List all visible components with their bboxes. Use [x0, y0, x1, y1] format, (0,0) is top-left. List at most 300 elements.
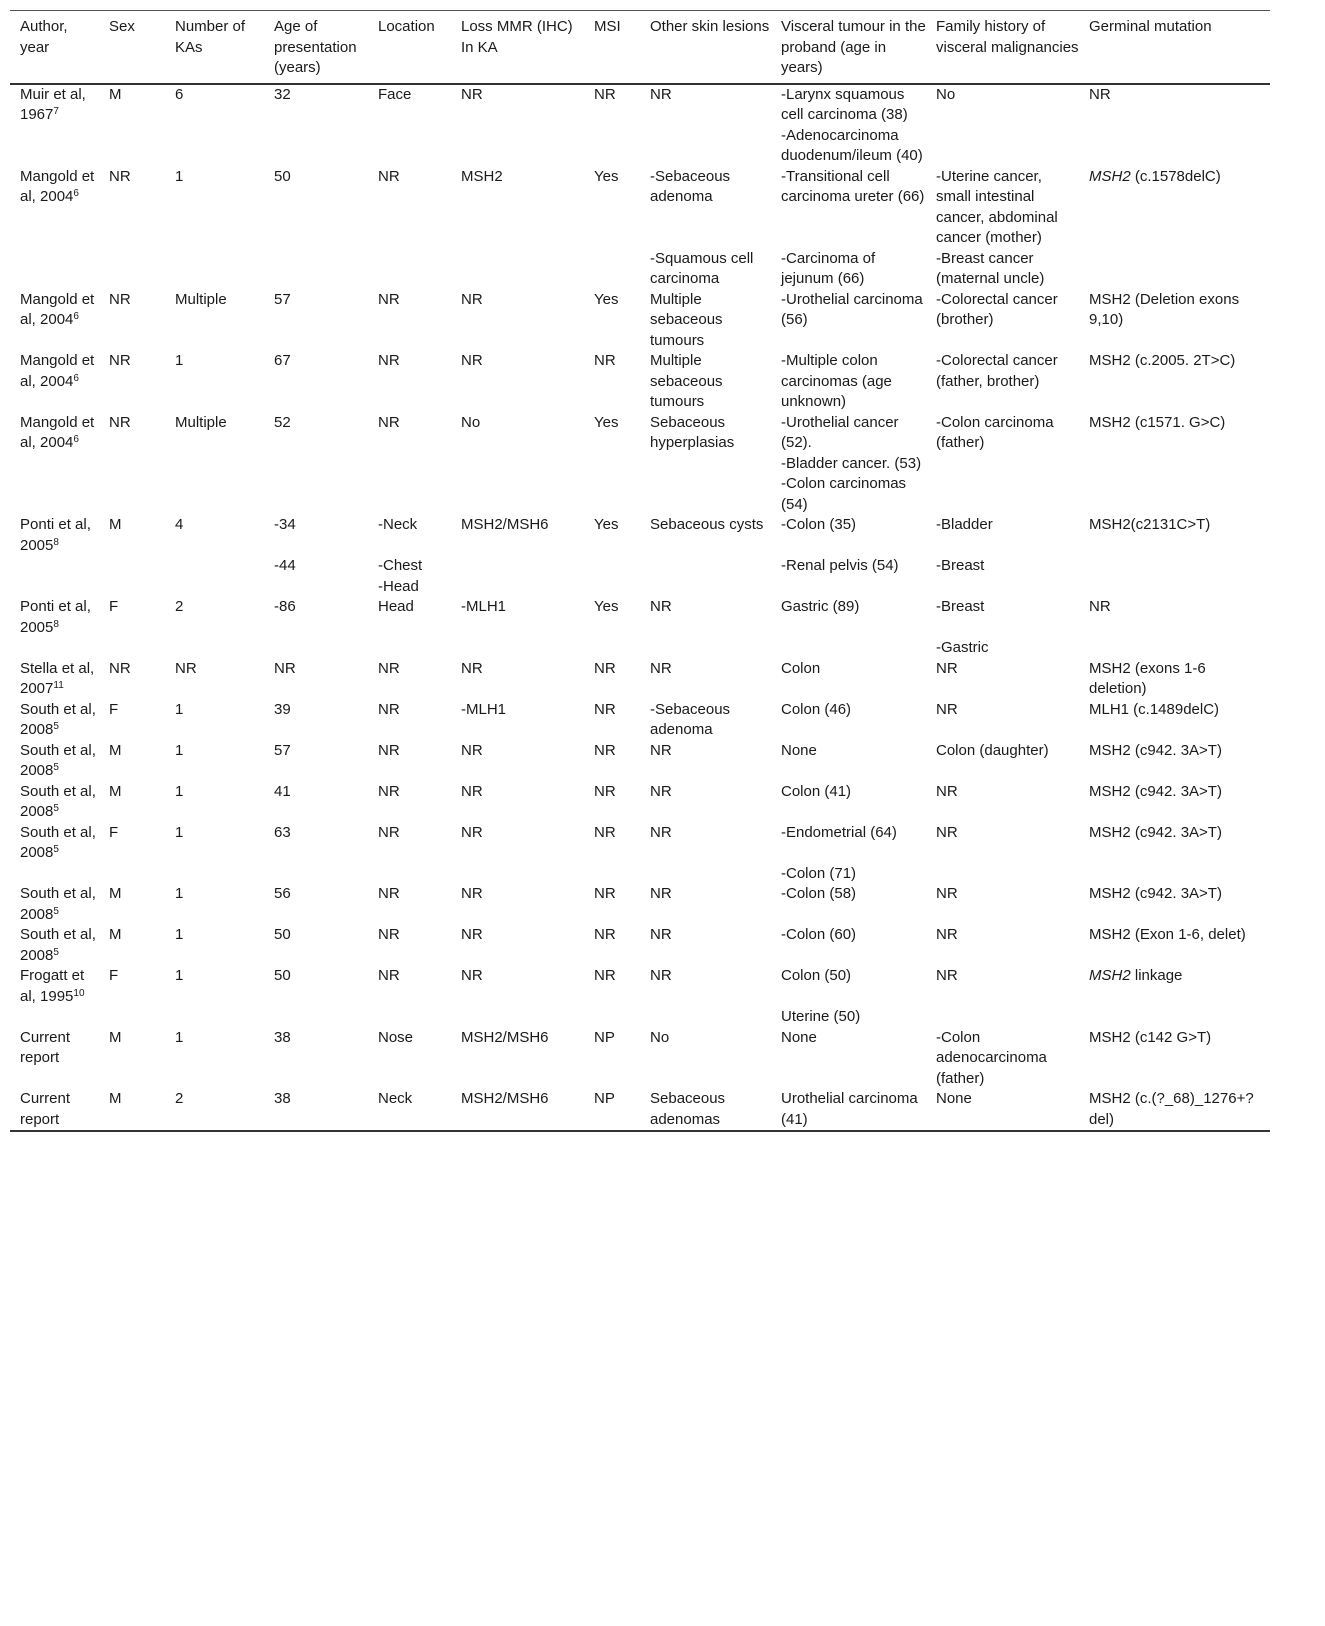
ka-count-cell: 1	[175, 741, 184, 759]
table-row	[10, 966, 1270, 1007]
table-row	[10, 864, 1270, 885]
age-cell: NR	[274, 659, 296, 677]
germinal-mutation-cell: MSH2 (c.(?_68)_1276+?del)	[1089, 1090, 1254, 1128]
age-cell: 39	[274, 700, 291, 718]
germinal-mutation-cell: MSH2 (c942. 3A>T)	[1089, 823, 1222, 841]
location-cell: Head	[378, 598, 414, 615]
visceral-tumour-cell: None	[781, 1028, 817, 1046]
sex-cell: M	[109, 1028, 122, 1046]
mmr-loss-cell	[461, 638, 594, 659]
author-cell	[10, 700, 109, 741]
skin-lesions-cell: -Sebaceous adenoma	[650, 700, 731, 738]
reference-number: 6	[73, 372, 79, 384]
location-cell	[378, 1007, 461, 1028]
reference-number: 8	[53, 536, 59, 548]
sex-cell: M	[109, 782, 122, 800]
ka-count-cell	[175, 864, 274, 885]
column-header: Location	[378, 18, 435, 35]
age-cell: -86	[274, 598, 296, 615]
header-row	[10, 11, 1270, 84]
location-cell: NR	[378, 700, 400, 718]
reference-number: 6	[73, 434, 79, 445]
ka-count-cell: 1	[175, 823, 184, 841]
msi-cell: Yes	[594, 598, 619, 615]
location-cell	[378, 454, 461, 475]
sex-cell: F	[109, 967, 119, 984]
ka-count-cell: 6	[175, 85, 184, 103]
visceral-tumour-cell: Gastric (89)	[781, 598, 860, 615]
age-cell: 41	[274, 782, 291, 800]
author-cell	[10, 782, 109, 823]
age-cell	[274, 249, 378, 290]
author-cell	[10, 884, 109, 925]
table-row	[10, 413, 1270, 454]
germinal-mutation-cell	[1089, 556, 1270, 577]
visceral-tumour-cell: -Colon (35)	[781, 516, 857, 533]
author-cell	[10, 1089, 109, 1131]
ka-count-cell: 1	[175, 352, 184, 369]
family-history-cell	[936, 126, 1089, 167]
table-row	[10, 454, 1270, 475]
visceral-tumour-cell: Colon (46)	[781, 700, 852, 718]
ka-count-cell	[175, 556, 274, 577]
table-row	[10, 638, 1270, 659]
author-cell	[10, 84, 109, 126]
table-row	[10, 577, 1270, 598]
sex-cell: NR	[109, 413, 131, 431]
skin-lesions-cell: NR	[650, 885, 672, 902]
sex-cell	[109, 474, 175, 515]
skin-lesions-cell: NR	[650, 782, 672, 800]
mmr-loss-cell: -MLH1	[461, 700, 507, 718]
author-cell	[10, 741, 109, 782]
reference-number: 5	[53, 762, 59, 773]
skin-lesions-cell: Multiple sebaceous tumours	[650, 352, 723, 410]
germinal-mutation-cell: MSH2 (c1571. G>C)	[1089, 413, 1226, 431]
table-row	[10, 884, 1270, 925]
table-row	[10, 167, 1270, 249]
sex-cell: M	[109, 85, 122, 103]
msi-cell: NR	[594, 967, 616, 984]
location-cell: Neck	[378, 1090, 413, 1107]
ka-count-cell	[175, 1007, 274, 1028]
mmr-loss-cell: NR	[461, 290, 483, 308]
sex-cell: NR	[109, 659, 131, 677]
column-header: Author, year	[20, 18, 68, 56]
germinal-mutation-cell: MSH2(c2131C>T)	[1089, 516, 1211, 533]
author-cell	[10, 413, 109, 454]
author-text: South et al, 2008	[20, 782, 96, 820]
ka-count-cell: Multiple	[175, 290, 227, 308]
sex-cell: F	[109, 700, 119, 718]
table-row	[10, 556, 1270, 577]
author-cell	[10, 1028, 109, 1090]
table-row	[10, 823, 1270, 864]
age-cell	[274, 1007, 378, 1028]
visceral-tumour-cell: -Renal pelvis (54)	[781, 557, 899, 574]
location-cell: NR	[378, 885, 400, 902]
age-cell: -34	[274, 516, 296, 533]
msi-cell: NR	[594, 659, 616, 677]
location-cell: NR	[378, 659, 400, 677]
mmr-loss-cell: NR	[461, 885, 483, 902]
location-cell	[378, 249, 461, 290]
age-cell	[274, 474, 378, 515]
msi-cell: NR	[594, 352, 616, 369]
reference-number: 7	[53, 106, 59, 117]
family-history-cell: NR	[936, 659, 958, 677]
family-history-cell: NR	[936, 823, 958, 841]
sex-cell: F	[109, 598, 119, 615]
msi-cell: NR	[594, 885, 616, 902]
ka-count-cell	[175, 249, 274, 290]
table-row	[10, 1028, 1270, 1090]
reference-number: 5	[53, 946, 59, 958]
family-history-cell: NR	[936, 782, 958, 800]
msi-cell: Yes	[594, 290, 619, 308]
ka-count-cell: 1	[175, 782, 184, 800]
skin-lesions-cell: NR	[650, 926, 672, 943]
age-cell	[274, 638, 378, 659]
sex-cell: M	[109, 516, 122, 533]
table-row	[10, 84, 1270, 126]
reference-number: 8	[53, 618, 59, 630]
family-history-cell: Colon (daughter)	[936, 741, 1049, 759]
author-text: Mangold et al, 2004	[20, 290, 95, 328]
visceral-tumour-cell: -Carcinoma of jejunum (66)	[781, 249, 876, 287]
column-header: Sex	[109, 18, 135, 35]
skin-lesions-cell: NR	[650, 823, 672, 841]
table-row	[10, 351, 1270, 413]
family-history-cell: -Uterine cancer, small intestinal cancer, abdominal cancer (mother)	[936, 167, 1058, 246]
location-cell: NR	[378, 741, 400, 759]
author-cell	[10, 864, 109, 885]
visceral-tumour-cell: -Multiple colon carcinomas (age unknown)	[781, 352, 892, 410]
mmr-loss-cell: MSH2/MSH6	[461, 1090, 549, 1107]
skin-lesions-cell: NR	[650, 598, 672, 615]
msi-cell	[594, 249, 650, 290]
sex-cell	[109, 864, 175, 885]
ka-count-cell	[175, 638, 274, 659]
location-cell: NR	[378, 823, 400, 841]
skin-lesions-cell: Multiple sebaceous tumours	[650, 290, 723, 349]
germinal-mutation-cell: MSH2 (Deletion exons 9,10)	[1089, 290, 1240, 328]
skin-lesions-cell: Sebaceous cysts	[650, 516, 764, 533]
family-history-cell	[936, 474, 1089, 515]
visceral-tumour-cell: Colon (50)	[781, 967, 852, 984]
visceral-tumour-cell: Colon	[781, 659, 821, 677]
skin-lesions-cell: -Sebaceous adenoma	[650, 167, 731, 205]
msi-cell: NP	[594, 1028, 615, 1046]
sex-cell: M	[109, 741, 122, 759]
msi-cell: Yes	[594, 167, 619, 185]
germinal-mutation-cell	[1089, 577, 1270, 598]
column-header: Number of KAs	[175, 18, 246, 56]
author-text: Current report	[20, 1028, 71, 1066]
sex-cell	[109, 454, 175, 475]
mutation-text: linkage	[1134, 967, 1183, 984]
location-cell: NR	[378, 290, 400, 308]
msi-cell: NR	[594, 823, 616, 841]
author-cell	[10, 577, 109, 598]
msi-cell	[594, 454, 650, 475]
mmr-loss-cell: NR	[461, 967, 483, 984]
skin-lesions-cell	[650, 474, 781, 515]
author-cell	[10, 454, 109, 475]
author-cell	[10, 556, 109, 577]
author-cell	[10, 515, 109, 556]
family-history-cell: -Colorectal cancer (father, brother)	[936, 352, 1058, 390]
mmr-loss-cell: NR	[461, 352, 483, 369]
visceral-tumour-cell: -Endometrial (64)	[781, 823, 897, 841]
column-header: Other skin lesions	[650, 18, 770, 35]
mmr-loss-cell	[461, 577, 594, 598]
mmr-loss-cell: NR	[461, 823, 483, 841]
ka-count-cell: 1	[175, 967, 184, 984]
skin-lesions-cell: NR	[650, 85, 672, 103]
germinal-mutation-cell: NR	[1089, 598, 1111, 615]
age-cell	[274, 126, 378, 167]
age-cell: 67	[274, 352, 291, 369]
skin-lesions-cell: NR	[650, 659, 672, 677]
age-cell: 50	[274, 967, 291, 984]
sex-cell	[109, 638, 175, 659]
author-cell	[10, 925, 109, 966]
age-cell: 32	[274, 85, 291, 103]
author-cell	[10, 474, 109, 515]
column-header: Age of presentation (years)	[274, 18, 357, 76]
reference-number: 5	[53, 844, 59, 855]
ka-count-cell	[175, 577, 274, 598]
age-cell: 38	[274, 1090, 291, 1107]
gene-name: MSH2	[1089, 167, 1131, 185]
mmr-loss-cell: MSH2	[461, 167, 503, 185]
skin-lesions-cell	[650, 126, 781, 167]
skin-lesions-cell: Sebaceous adenomas	[650, 1090, 726, 1128]
author-cell	[10, 638, 109, 659]
mmr-loss-cell: MSH2/MSH6	[461, 516, 549, 533]
author-text: Stella et al, 2007	[20, 659, 95, 697]
skin-lesions-cell	[650, 1007, 781, 1028]
location-cell: NR	[378, 352, 400, 369]
author-text: South et al, 2008	[20, 823, 96, 861]
age-cell: 57	[274, 741, 291, 759]
table-container	[10, 10, 1270, 1132]
family-history-cell: -Breast cancer (maternal uncle)	[936, 249, 1045, 287]
family-history-cell	[936, 1007, 1089, 1028]
column-header: Germinal mutation	[1089, 18, 1212, 35]
reference-number: 5	[53, 905, 59, 917]
sex-cell: NR	[109, 290, 131, 308]
skin-lesions-cell	[650, 454, 781, 475]
skin-lesions-cell	[650, 864, 781, 885]
mmr-loss-cell: MSH2/MSH6	[461, 1028, 549, 1046]
mmr-loss-cell	[461, 474, 594, 515]
mmr-loss-cell: NR	[461, 782, 483, 800]
age-cell: 56	[274, 885, 291, 902]
location-cell: NR	[378, 926, 400, 943]
family-history-cell: -Gastric	[936, 639, 989, 656]
msi-cell	[594, 126, 650, 167]
skin-lesions-cell: -Squamous cell carcinoma	[650, 249, 754, 287]
visceral-tumour-cell: Urothelial carcinoma (41)	[781, 1090, 918, 1128]
mmr-loss-cell: NR	[461, 659, 483, 677]
germinal-mutation-cell	[1089, 966, 1270, 1007]
germinal-mutation-cell: MSH2 (c.2005. 2T>C)	[1089, 352, 1236, 369]
column-header: Family history of visceral malignancies	[936, 18, 1079, 56]
location-cell: NR	[378, 413, 400, 431]
ka-count-cell: 2	[175, 598, 184, 615]
reference-number: 5	[53, 721, 59, 732]
germinal-mutation-cell: MSH2 (c942. 3A>T)	[1089, 782, 1222, 800]
location-cell: NR	[378, 967, 400, 984]
author-text: Mangold et al, 2004	[20, 167, 95, 205]
age-cell	[274, 577, 378, 598]
table-body	[10, 84, 1270, 1132]
skin-lesions-cell: NR	[650, 967, 672, 984]
germinal-mutation-cell: MSH2 (c942. 3A>T)	[1089, 885, 1222, 902]
table-row	[10, 597, 1270, 638]
msi-cell: Yes	[594, 516, 619, 533]
author-text: South et al, 2008	[20, 741, 96, 779]
author-text: Frogatt et al, 1995	[20, 967, 85, 1005]
ka-count-cell	[175, 454, 274, 475]
location-cell	[378, 126, 461, 167]
table-row	[10, 741, 1270, 782]
author-text: Mangold et al, 2004	[20, 352, 95, 390]
mmr-loss-cell: NR	[461, 741, 483, 759]
family-history-cell: NR	[936, 967, 958, 984]
family-history-cell	[936, 577, 1089, 598]
location-cell: NR	[378, 167, 400, 185]
skin-lesions-cell	[650, 577, 781, 598]
germinal-mutation-cell: MSH2 (exons 1-6 deletion)	[1089, 659, 1206, 697]
msi-cell	[594, 1007, 650, 1028]
author-text: South et al, 2008	[20, 926, 96, 964]
visceral-tumour-cell	[781, 577, 936, 598]
family-history-cell: No	[936, 85, 956, 103]
msi-cell: NP	[594, 1090, 615, 1107]
family-history-cell: NR	[936, 700, 958, 718]
mmr-loss-cell	[461, 126, 594, 167]
table-row	[10, 290, 1270, 352]
table-row	[10, 474, 1270, 515]
sex-cell: NR	[109, 352, 131, 369]
family-history-cell: None	[936, 1090, 972, 1107]
author-text: Current report	[20, 1090, 71, 1128]
visceral-tumour-cell: -Colon (71)	[781, 864, 857, 882]
ka-count-cell: 1	[175, 885, 184, 902]
skin-lesions-cell	[650, 638, 781, 659]
author-cell	[10, 966, 109, 1007]
table-row	[10, 515, 1270, 556]
sex-cell	[109, 126, 175, 167]
reference-number: 11	[53, 680, 64, 691]
mmr-loss-cell	[461, 249, 594, 290]
skin-lesions-cell	[650, 556, 781, 577]
visceral-tumour-cell: -Colon carcinomas (54)	[781, 475, 907, 513]
msi-cell: NR	[594, 700, 616, 718]
ka-count-cell: 1	[175, 926, 184, 943]
location-cell: -Neck	[378, 516, 418, 533]
location-cell: NR	[378, 782, 400, 800]
location-cell: -Head	[378, 577, 419, 595]
table-row	[10, 249, 1270, 290]
age-cell: 52	[274, 413, 291, 431]
table-row	[10, 659, 1270, 700]
germinal-mutation-cell: MSH2 (Exon 1-6, delet)	[1089, 926, 1246, 943]
ka-count-cell: Multiple	[175, 413, 227, 431]
author-cell	[10, 249, 109, 290]
gene-name: MSH2	[1089, 967, 1131, 984]
msi-cell: Yes	[594, 413, 619, 431]
msi-cell	[594, 474, 650, 515]
author-text: Ponti et al, 2005	[20, 598, 91, 636]
visceral-tumour-cell: None	[781, 741, 817, 759]
sex-cell: M	[109, 885, 122, 902]
germinal-mutation-cell: MLH1 (c.1489delC)	[1089, 700, 1220, 718]
germinal-mutation-cell	[1089, 638, 1270, 659]
family-history-cell: NR	[936, 926, 958, 943]
location-cell	[378, 864, 461, 885]
visceral-tumour-cell: -Urothelial cancer (52).	[781, 413, 899, 451]
age-cell: -44	[274, 557, 296, 574]
age-cell: 57	[274, 290, 291, 308]
germinal-mutation-cell	[1089, 126, 1270, 167]
ka-count-cell	[175, 126, 274, 167]
author-text: Muir et al, 1967	[20, 85, 86, 123]
visceral-tumour-cell: -Colon (60)	[781, 926, 857, 943]
family-history-cell: -Bladder	[936, 516, 993, 533]
author-cell	[10, 126, 109, 167]
age-cell: 63	[274, 823, 291, 841]
msi-cell	[594, 556, 650, 577]
family-history-cell	[936, 454, 1089, 475]
family-history-cell: NR	[936, 885, 958, 902]
family-history-cell	[936, 864, 1089, 885]
table-row	[10, 126, 1270, 167]
location-cell: Face	[378, 85, 412, 103]
ka-count-cell: 2	[175, 1090, 184, 1107]
sex-cell: M	[109, 926, 122, 943]
age-cell	[274, 454, 378, 475]
mmr-loss-cell: NR	[461, 85, 483, 103]
author-cell	[10, 290, 109, 352]
mutation-text: (c.1578delC)	[1134, 167, 1221, 185]
skin-lesions-cell: Sebaceous hyperplasias	[650, 413, 735, 451]
ka-count-cell: NR	[175, 659, 197, 677]
visceral-tumour-cell: -Colon (58)	[781, 885, 857, 902]
msi-cell	[594, 864, 650, 885]
reference-number: 6	[73, 188, 79, 199]
author-cell	[10, 659, 109, 700]
family-history-cell: -Breast	[936, 598, 985, 615]
author-text: South et al, 2008	[20, 885, 96, 923]
mmr-loss-cell: No	[461, 413, 481, 431]
ka-count-cell: 1	[175, 167, 184, 185]
mmr-loss-cell	[461, 454, 594, 475]
reference-number: 6	[73, 311, 79, 322]
mmr-loss-cell	[461, 556, 594, 577]
author-text: Mangold et al, 2004	[20, 413, 95, 451]
ka-count-cell: 4	[175, 516, 184, 533]
skin-lesions-cell: No	[650, 1028, 670, 1046]
age-cell: 50	[274, 926, 291, 943]
sex-cell	[109, 556, 175, 577]
family-history-cell: -Colon carcinoma (father)	[936, 413, 1054, 451]
mmr-loss-cell	[461, 864, 594, 885]
msi-cell: NR	[594, 926, 616, 943]
